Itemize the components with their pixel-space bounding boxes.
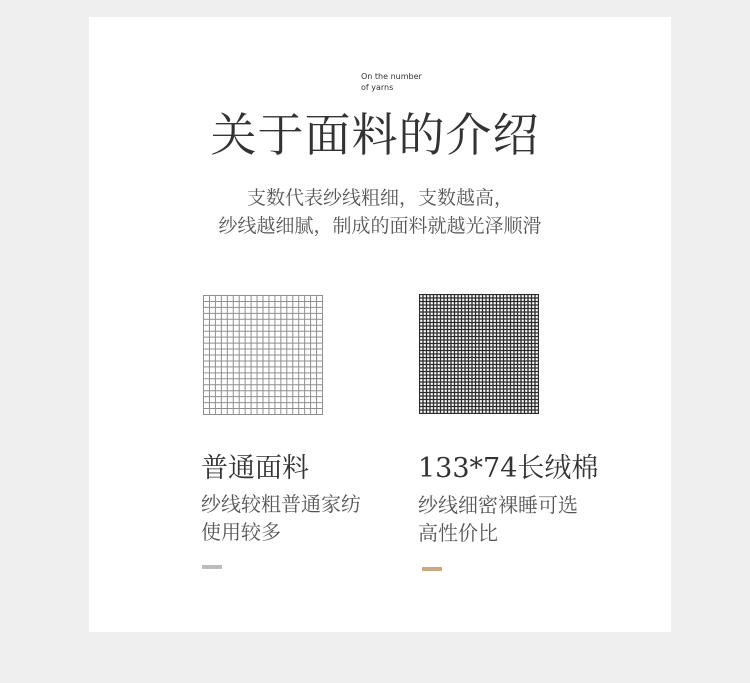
left-accent-dash xyxy=(202,565,222,569)
right-accent-dash xyxy=(422,567,442,571)
description xyxy=(0,184,750,240)
left-text-line-1: 纱线较粗普通家纺 xyxy=(201,492,361,516)
right-text-line-1: 纱线细密裸睡可选 xyxy=(418,493,578,517)
fine-weave-graphic xyxy=(419,294,539,414)
left-text-line-2: 使用较多 xyxy=(201,520,281,544)
eyebrow-label xyxy=(361,71,461,93)
right-title: 133*74长绒棉 xyxy=(418,453,599,484)
eyebrow-line-2: of yarns xyxy=(361,83,394,92)
description-line-1: 支数代表纱线粗细，支数越高， xyxy=(246,187,513,209)
eyebrow-line-1: On the number xyxy=(361,72,422,81)
coarse-grid-svg xyxy=(203,295,323,415)
description-line-2: 纱线越细腻，制成的面料就越光泽顺滑 xyxy=(218,215,542,237)
fine-grid-svg xyxy=(419,294,539,414)
left-title: 普通面料 xyxy=(201,453,309,484)
right-text-line-2: 高性价比 xyxy=(418,521,498,545)
page-title: 关于面料的介绍 xyxy=(210,108,540,162)
coarse-weave-graphic xyxy=(203,295,323,415)
